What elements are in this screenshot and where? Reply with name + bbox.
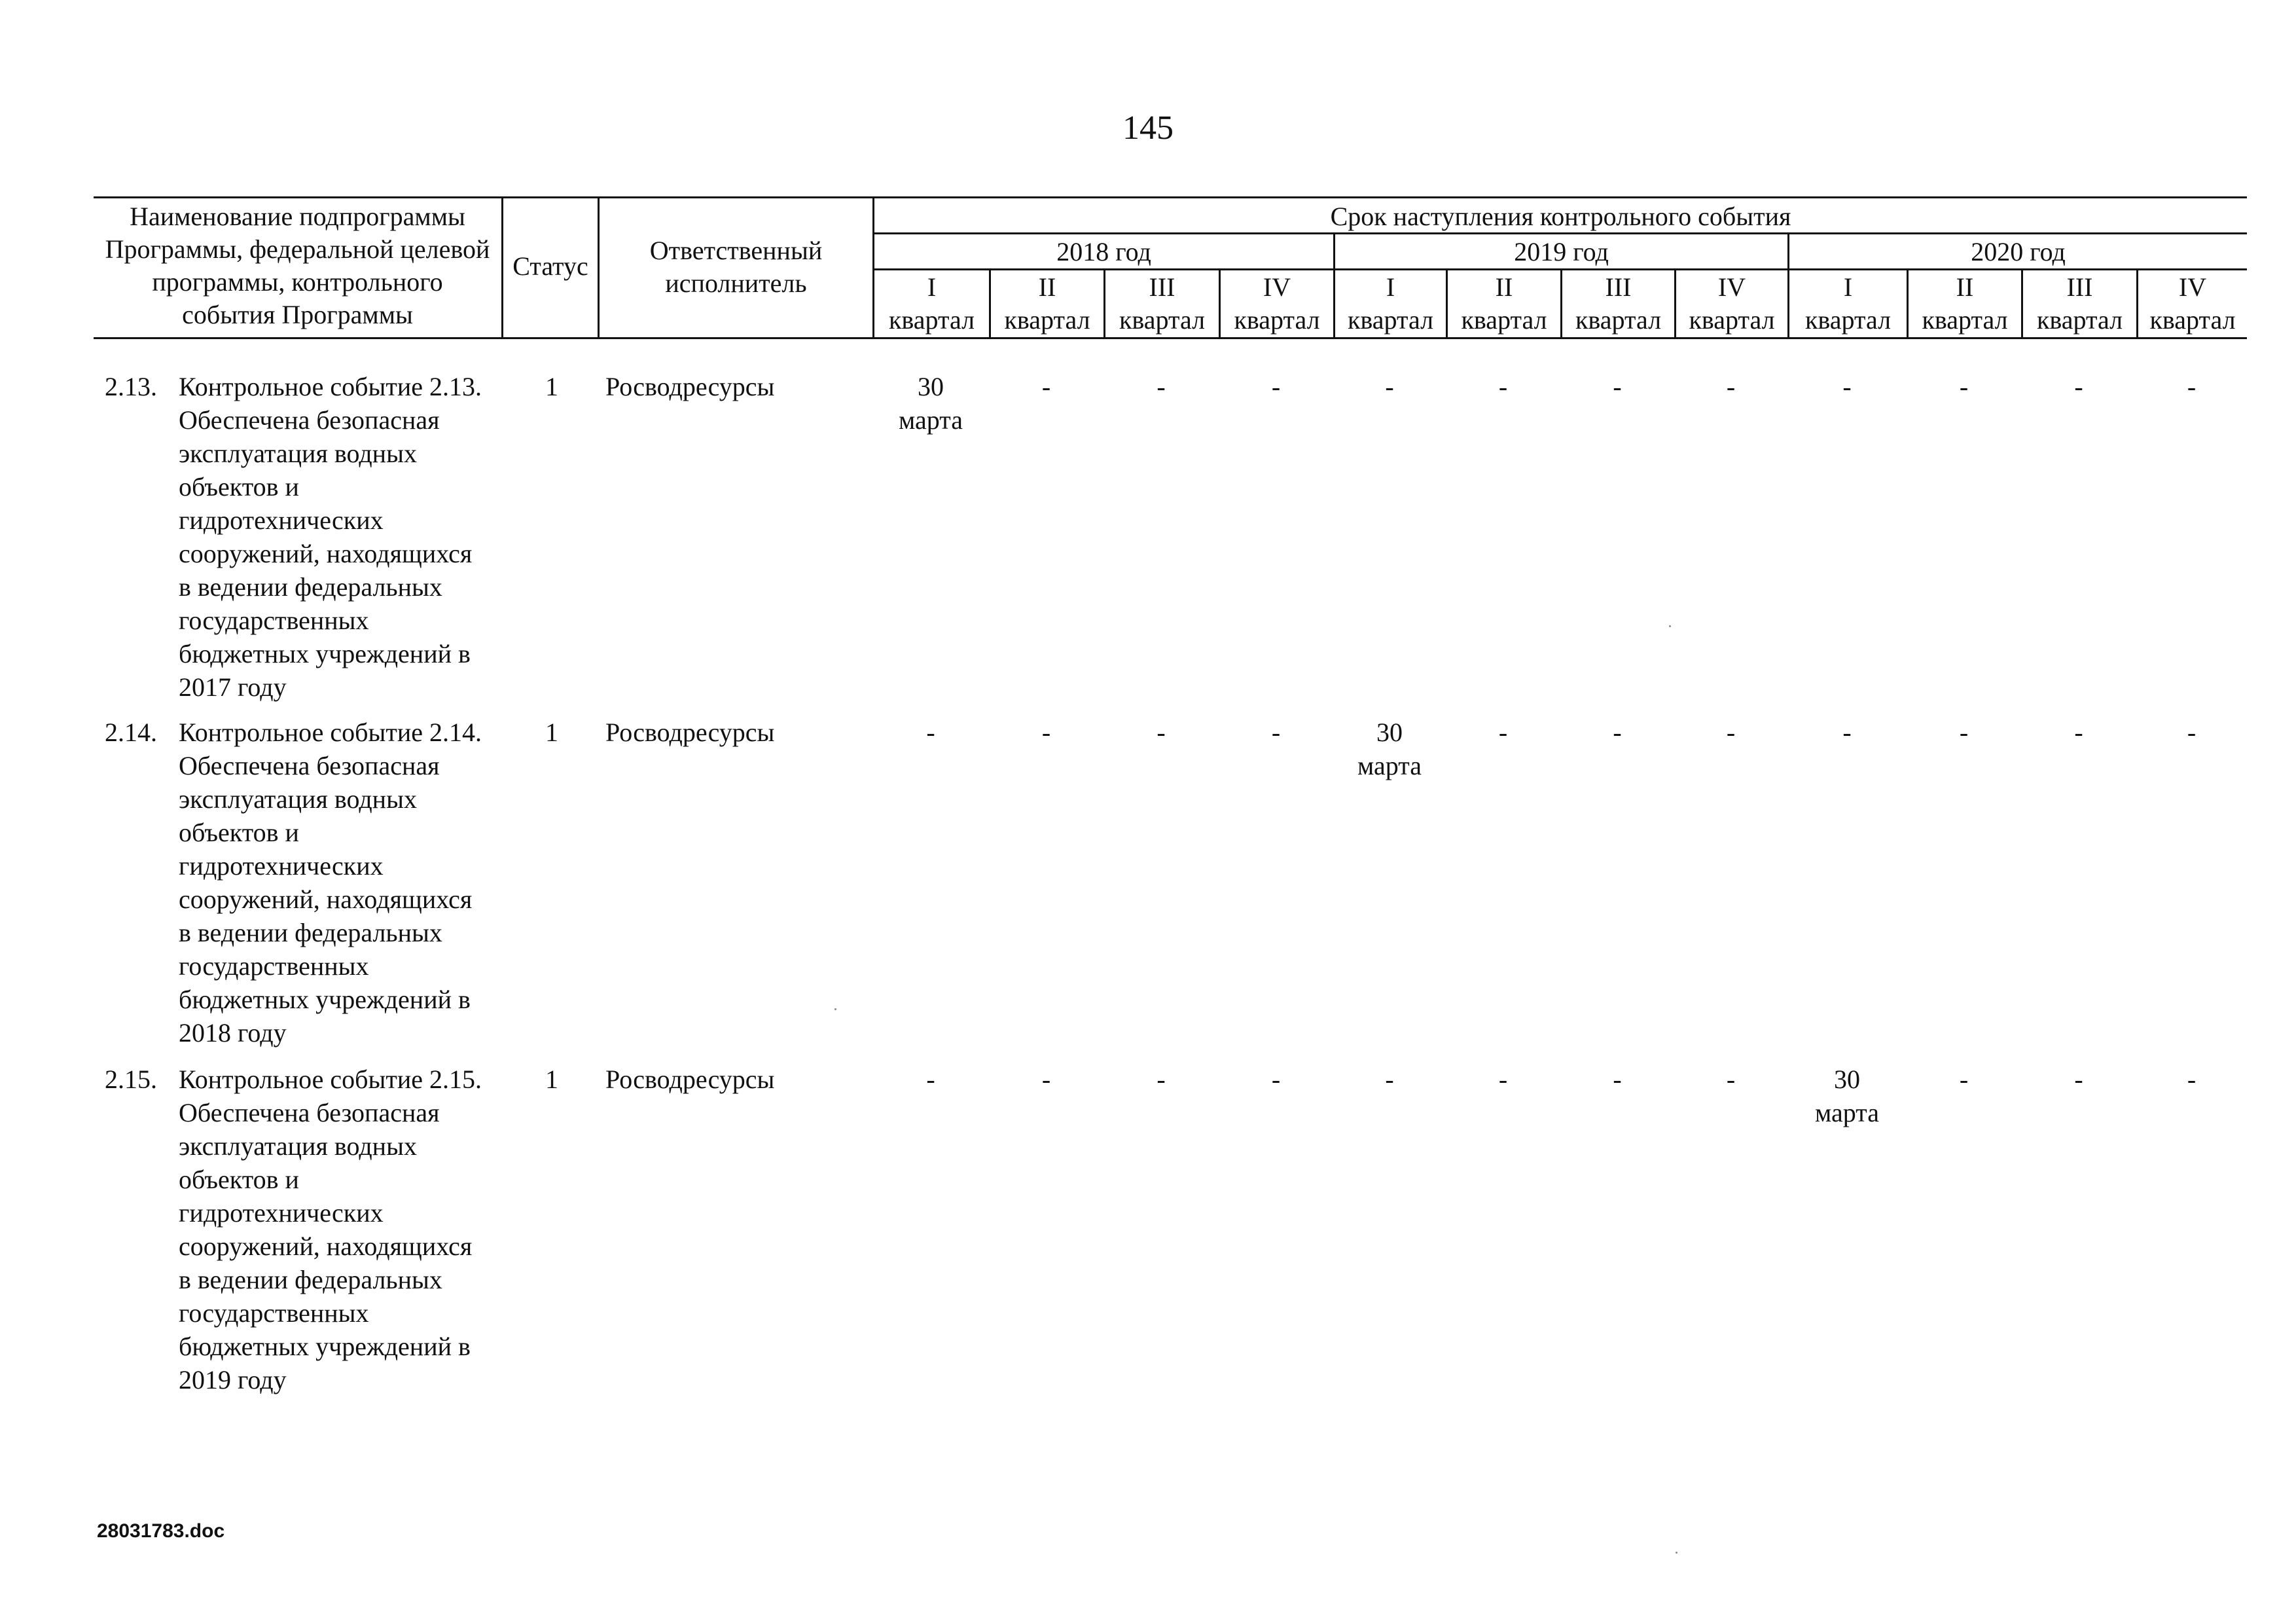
quarter-cell [1560,370,1674,403]
quarter-cell-text: - [1271,718,1281,747]
event-name-line: объектов и [179,1165,299,1194]
quarter-cell-text: - [2074,718,2083,747]
quarter-word: квартал [1234,305,1320,335]
quarter-cell [1787,716,1907,749]
quarter-cell [1560,1063,1674,1096]
quarter-cell [1333,716,1446,782]
table-top-rule [94,196,2247,198]
quarter-cell [989,1063,1103,1096]
quarter-word: квартал [1119,305,1206,335]
quarter-numeral: III [2066,272,2093,302]
quarter-numeral: III [1149,272,1175,302]
quarter-cell-text: - [1613,1065,1622,1094]
event-name-line: объектов и [179,472,299,501]
scan-speck [834,1008,836,1010]
quarter-cell [1333,370,1446,403]
header-bottom-rule [94,337,2247,339]
quarter-cell-text: - [1726,372,1736,401]
quarter-cell-text: - [1498,718,1508,747]
status-column-header: Статус [512,251,588,281]
event-name-line: эксплуатация водных [179,784,417,814]
event-name-line: Обеспечена безопасная [179,1098,440,1127]
quarter-cell-text: - [1498,1065,1508,1094]
quarter-cell-text: - [926,1065,935,1094]
quarter-header [2023,271,2136,337]
quarter-cell [2136,716,2247,749]
event-executor: Росводресурсы [605,1065,775,1094]
event-executor: Росводресурсы [605,372,775,401]
quarter-cell-text: - [1959,1065,1969,1094]
quarter-cell [872,716,989,749]
quarter-cell-text: 30 [1834,1065,1860,1094]
quarter-cell-text: - [2187,718,2197,747]
event-name-line: гидротехнических [179,1198,384,1228]
quarter-cell-text: - [1959,372,1969,401]
event-name-line: Контрольное событие 2.13. [179,372,482,401]
event-status: 1 [545,1065,558,1094]
event-name-line: объектов и [179,818,299,847]
quarter-cell [2021,370,2136,403]
quarter-numeral: III [1605,272,1632,302]
event-name-line: Обеспечена безопасная [179,405,440,435]
quarter-cell-text: 30 [918,372,944,401]
quarter-header [874,271,989,337]
quarter-word: квартал [1804,305,1892,335]
quarter-numeral: I [1843,272,1853,302]
quarter-cell [1907,1063,2021,1096]
quarter-cell [2136,1063,2247,1096]
event-name [179,716,503,1049]
quarter-cell [2021,716,2136,749]
quarter-cell-text: - [2074,372,2083,401]
event-name-line: в ведении федеральных [179,572,442,602]
quarter-cell [989,716,1103,749]
quarter-word: квартал [1922,305,2008,335]
quarter-cell [872,1063,989,1096]
quarter-cell-text: - [2187,372,2197,401]
quarter-header [1448,271,1560,337]
quarter-cell [1446,716,1560,749]
quarter-cell-text: - [1498,372,1508,401]
quarter-header [1562,271,1674,337]
quarter-numeral: I [1386,272,1395,302]
quarter-cell-text: марта [1815,1098,1879,1127]
event-name-line: 2017 году [179,672,287,702]
event-status: 1 [545,372,558,401]
quarter-cell [1674,370,1787,403]
event-name-line: бюджетных учреждений в [179,985,471,1014]
document-filename: 28031783.doc [97,1520,225,1542]
event-name [179,370,503,704]
quarter-cell-text: - [1959,718,1969,747]
quarter-cell-text: - [926,718,935,747]
quarter-numeral: IV [1263,272,1291,302]
executor-header-line: Ответственный [649,236,823,265]
quarter-cell-text: - [1613,718,1622,747]
quarter-cell-text: 30 [1376,718,1403,747]
quarter-cell [1103,716,1219,749]
event-name-line: Контрольное событие 2.15. [179,1065,482,1094]
event-number: 2.14. [105,718,157,747]
event-name-line: гидротехнических [179,851,384,881]
event-name-line: гидротехнических [179,505,384,535]
name-header-line: события Программы [182,300,413,329]
quarter-cell-text: - [1385,372,1394,401]
quarter-cell-text: - [1726,718,1736,747]
page-number: 145 [1122,109,1174,147]
quarter-cell [2021,1063,2136,1096]
quarter-header [1221,271,1333,337]
scan-speck [1669,625,1671,627]
event-name-line: Обеспечена безопасная [179,751,440,780]
quarter-cell-text: - [1385,1065,1394,1094]
quarter-cell [1446,370,1560,403]
name-header-line: Наименование подпрограммы [130,202,465,231]
event-name-line: государственных [179,1298,369,1328]
quarter-header [1676,271,1787,337]
quarter-word: квартал [1689,305,1775,335]
quarter-cell-text: - [1726,1065,1736,1094]
quarter-numeral: IV [2178,272,2207,302]
event-name [179,1063,503,1396]
year-header-2020: 2020 год [1971,237,2066,266]
quarter-cell [2136,370,2247,403]
quarter-cell-text: - [1157,718,1166,747]
event-number: 2.13. [105,372,157,401]
quarter-cell [1219,370,1333,403]
name-header-line: Программы, федеральной целевой [105,234,490,264]
quarter-word: квартал [888,305,975,335]
quarter-header [991,271,1103,337]
event-name-line: в ведении федеральных [179,1265,442,1294]
event-name-line: сооружений, находящихся [179,539,473,568]
quarter-cell-text: - [1041,1065,1051,1094]
quarter-header [1105,271,1219,337]
quarter-numeral: II [1038,272,1056,302]
quarter-word: квартал [1575,305,1662,335]
quarter-cell [989,370,1103,403]
year-header-2018: 2018 год [1056,237,1151,266]
quarter-cell [1333,1063,1446,1096]
quarter-numeral: IV [1717,272,1746,302]
event-name-line: эксплуатация водных [179,439,417,468]
quarter-cell-text: - [1271,372,1281,401]
quarter-word: квартал [2149,305,2236,335]
event-name-line: в ведении федеральных [179,918,442,947]
quarter-cell-text: - [1041,372,1051,401]
quarter-numeral: II [1495,272,1513,302]
quarter-cell [1674,716,1787,749]
event-name-line: сооружений, находящихся [179,884,473,914]
quarter-cell-text: - [2074,1065,2083,1094]
quarter-cell [1787,1063,1907,1129]
quarter-cell [872,370,989,437]
years-rule [872,268,2247,270]
quarter-cell-text: - [1271,1065,1281,1094]
quarter-word: квартал [1461,305,1547,335]
quarter-cell-text: марта [1357,751,1422,780]
quarter-numeral: I [927,272,937,302]
control-events-table [94,196,2247,1440]
event-name-line: сооружений, находящихся [179,1231,473,1261]
quarter-cell [1219,1063,1333,1096]
quarter-header [1909,271,2021,337]
quarter-cell-text: - [1842,372,1852,401]
quarter-cell [1446,1063,1560,1096]
quarter-cell [1103,370,1219,403]
quarter-cell-text: - [1157,1065,1166,1094]
deadline-header: Срок наступления контрольного события [1330,202,1791,231]
quarter-cell-text: - [2187,1065,2197,1094]
quarter-cell-text: - [1842,718,1852,747]
event-name-line: бюджетных учреждений в [179,1332,471,1361]
scan-speck [1676,1552,1677,1554]
quarter-numeral: II [1956,272,1974,302]
event-name-line: государственных [179,606,369,635]
quarter-header [1335,271,1446,337]
quarter-header [2138,271,2247,337]
event-executor: Росводресурсы [605,718,775,747]
name-column-header [94,200,501,331]
event-name-line: Контрольное событие 2.14. [179,718,482,747]
event-name-line: 2018 году [179,1018,287,1048]
year-header-2019: 2019 год [1514,237,1609,266]
quarter-cell [1787,370,1907,403]
quarter-cell [1219,716,1333,749]
event-name-line: 2019 году [179,1365,287,1395]
event-name-line: государственных [179,951,369,981]
event-number: 2.15. [105,1065,157,1094]
executor-column-header [600,234,872,300]
event-name-line: эксплуатация водных [179,1131,417,1161]
quarter-cell-text: - [1041,718,1051,747]
quarter-cell-text: - [1613,372,1622,401]
event-status: 1 [545,718,558,747]
name-header-line: программы, контрольного [152,267,443,297]
quarter-word: квартал [1347,305,1434,335]
quarter-cell [1674,1063,1787,1096]
quarter-cell-text: - [1157,372,1166,401]
quarter-cell [1907,716,2021,749]
executor-header-line: исполнитель [665,268,807,298]
quarter-cell [1907,370,2021,403]
quarter-header [1789,271,1907,337]
quarter-cell [1103,1063,1219,1096]
quarter-word: квартал [1004,305,1090,335]
quarter-cell-text: марта [899,405,963,435]
quarter-cell [1560,716,1674,749]
event-name-line: бюджетных учреждений в [179,639,471,668]
quarter-word: квартал [2036,305,2123,335]
